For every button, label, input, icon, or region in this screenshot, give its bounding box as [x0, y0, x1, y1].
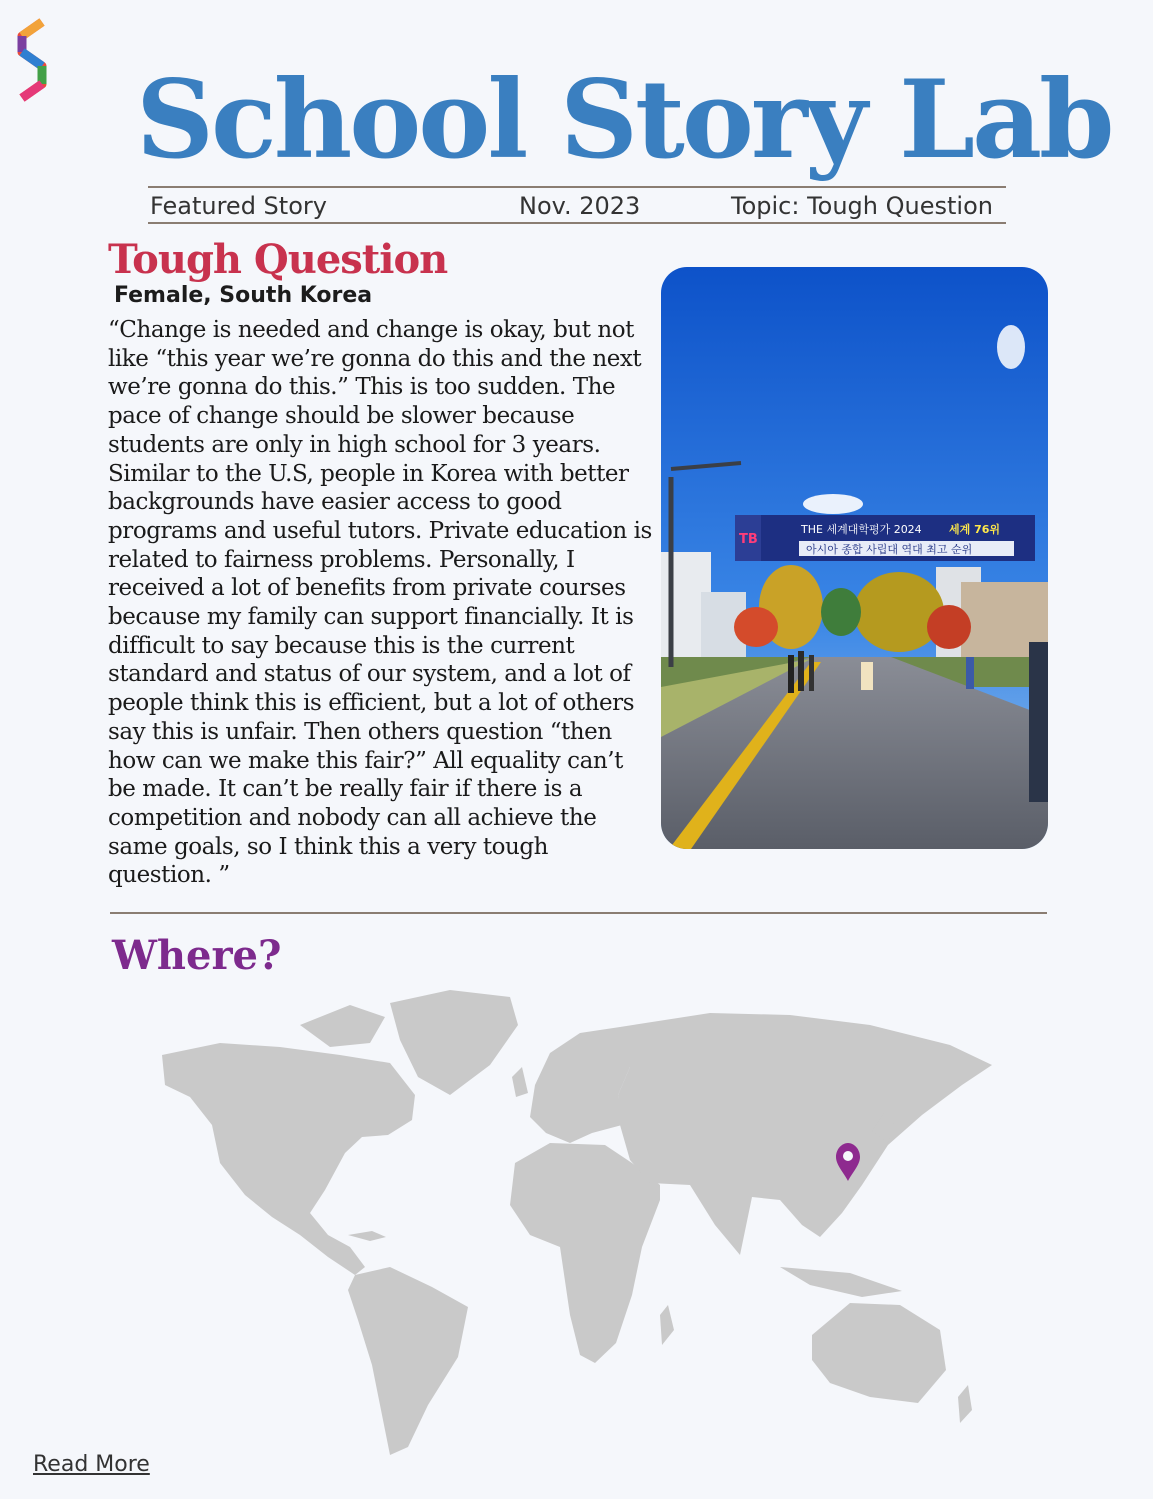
uk-shape: [512, 1067, 528, 1097]
banner-line1: THE 세계대학평가 2024: [801, 523, 922, 536]
south-america-shape: [348, 1267, 468, 1455]
meta-section: Featured Story: [150, 192, 327, 220]
masthead-bottom-rule: [148, 222, 1006, 224]
australia-shape: [812, 1303, 946, 1403]
caribbean-shape: [348, 1231, 386, 1241]
logo-icon: [12, 14, 52, 106]
masthead-title: School Story Lab: [136, 57, 1112, 183]
banner-highlight: 세계 76위: [949, 523, 1001, 536]
story-quote: “Change is needed and change is okay, but not like “this year we’re gonna do this and the next we’re gonna do this.” This is too sudden. The pace of change should be slower because students are only in high school for 3 years. Similar to the U.S, people in Korea with better backgrounds have easier access to good programs and useful tutors. Private education is related to fairness problems. Personally, I received a lot of benefits from private courses because my family can support financially. It is difficult to say because this is the current standard and status of our system, and a lot of people think this is efficient, but a lot of others say this is unfair. Then others question “then how can we make this fair?” All equality can’t be made. It can’t be really fair if there is a competition and nobody can all achieve the same goals, so I think this a very tough question. ”: [108, 317, 652, 889]
world-map: [150, 985, 1010, 1465]
svg-text:TB: TB: [739, 532, 758, 547]
africa-shape: [510, 1143, 660, 1363]
where-title: Where?: [112, 932, 282, 979]
campus-photo: [661, 267, 1048, 849]
indonesia-shape: [780, 1267, 902, 1297]
canada-arctic-islands-shape: [300, 1005, 385, 1047]
read-more-link[interactable]: Read More: [33, 1452, 150, 1477]
meta-date: Nov. 2023: [519, 192, 641, 220]
madagascar-shape: [660, 1305, 674, 1345]
masthead-top-rule: [148, 186, 1006, 188]
asia-shape: [618, 1013, 992, 1255]
story-byline: Female, South Korea: [114, 283, 373, 308]
meta-topic: Topic: Tough Question: [731, 192, 993, 220]
north-america-shape: [162, 1043, 415, 1275]
section-divider: [110, 912, 1047, 914]
banner-line2: 아시아 종합 사립대 역대 최고 순위: [806, 543, 973, 556]
story-title: Tough Question: [108, 236, 448, 283]
new-zealand-shape: [958, 1385, 972, 1423]
greenland-shape: [390, 990, 518, 1095]
